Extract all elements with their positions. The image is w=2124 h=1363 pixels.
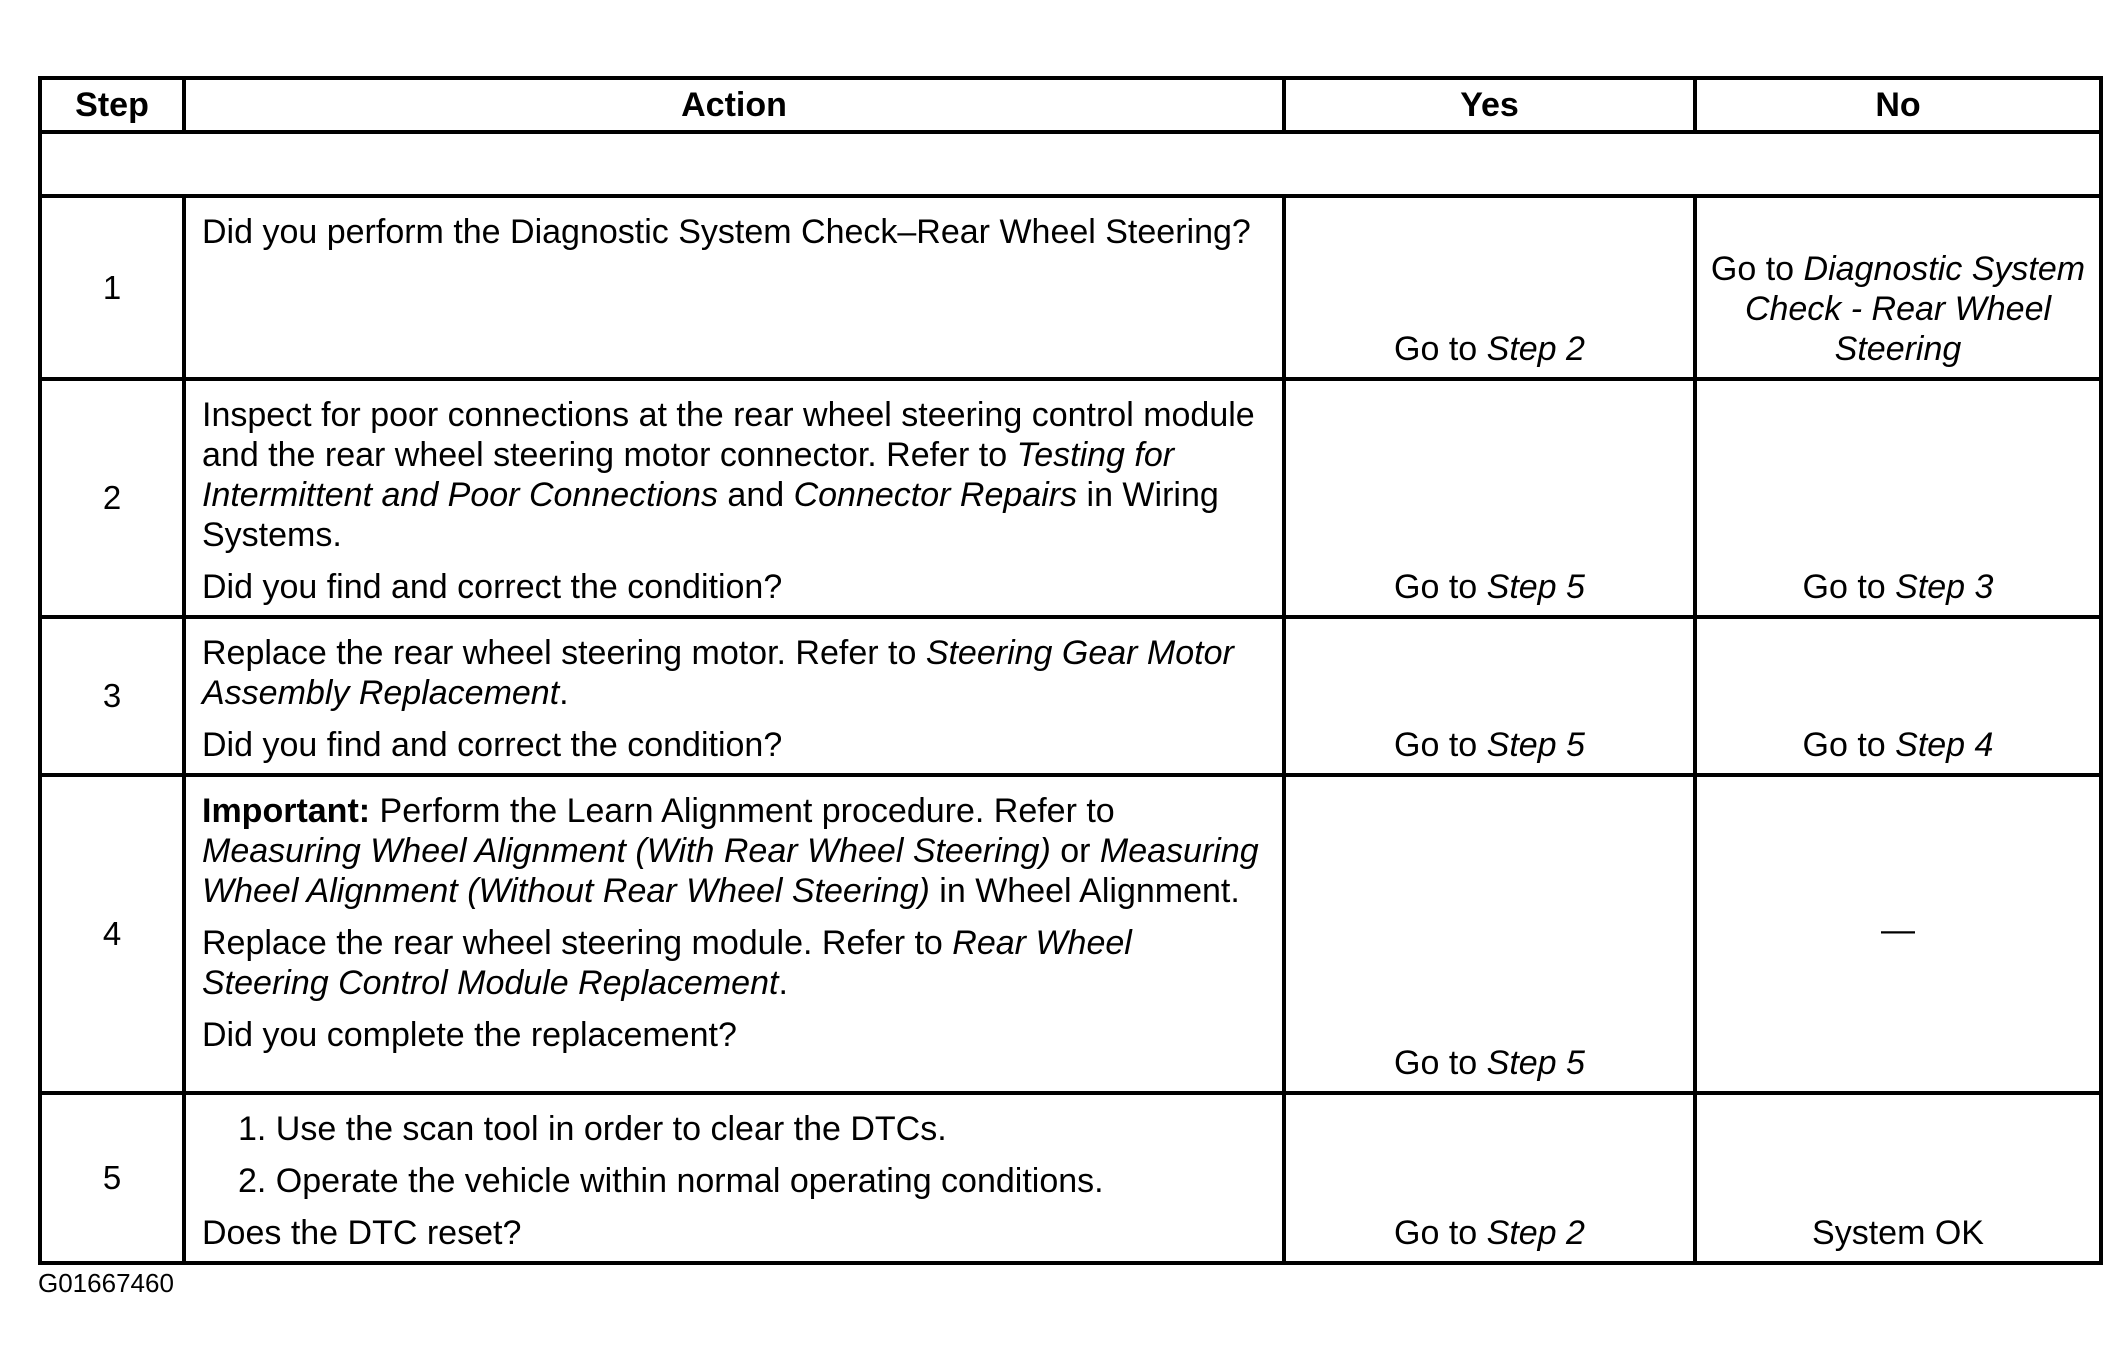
no-prefix: Go to [1802, 726, 1896, 764]
no-cell [1695, 617, 2101, 775]
list-item: 1. Use the scan tool in order to clear the DTCs. [238, 1110, 947, 1148]
action-cell [184, 775, 1284, 1093]
reference-link-text: Connector Repairs [793, 476, 1078, 514]
header-no: No [1695, 78, 2101, 132]
action-text: . [778, 964, 788, 1002]
action-text: Did you perform the Diagnostic System Check–Rear Wheel Steering? [202, 213, 1251, 251]
yes-target: Step 2 [1486, 330, 1585, 368]
action-question: Did you find and correct the condition? [202, 726, 783, 764]
yes-prefix: Go to [1394, 568, 1487, 606]
action-text: in Wiring Systems. [202, 476, 1219, 554]
table-row [40, 775, 2101, 1093]
action-cell [184, 617, 1284, 775]
yes-prefix: Go to [1394, 1044, 1487, 1082]
action-text: and [717, 476, 794, 514]
no-target: Diagnostic System Check - Rear Wheel Steering [1744, 250, 2086, 368]
step-number: 2 [40, 379, 184, 617]
no-cell [1695, 379, 2101, 617]
no-target: Step 4 [1895, 726, 1994, 764]
no-cell [1695, 196, 2101, 379]
header-action: Action [184, 78, 1284, 132]
header-row [40, 78, 2101, 132]
action-text: Replace the rear wheel steering motor. Refer to [202, 634, 926, 672]
action-cell [184, 379, 1284, 617]
table-row [40, 1093, 2101, 1263]
action-paragraph [202, 791, 1264, 911]
yes-cell [1284, 617, 1695, 775]
step-number: 3 [40, 617, 184, 775]
reference-link-text: Steering Gear Motor Assembly Replacement [202, 634, 1234, 712]
yes-target: Step 5 [1486, 568, 1585, 606]
yes-prefix: Go to [1394, 330, 1487, 368]
step-number: 4 [40, 775, 184, 1093]
reference-link-text: Measuring Wheel Alignment (Without Rear Wheel Steering) [202, 832, 1259, 910]
yes-prefix: Go to [1394, 726, 1487, 764]
yes-target: Step 5 [1486, 726, 1585, 764]
reference-link-text: Rear Wheel Steering Control Module Replacement [202, 924, 1132, 1002]
yes-cell [1284, 379, 1695, 617]
important-label: Important: [202, 792, 371, 830]
yes-cell [1284, 775, 1695, 1093]
step-number: 5 [40, 1093, 184, 1263]
table-row [40, 617, 2101, 775]
yes-target: Step 5 [1486, 1044, 1585, 1082]
header-yes: Yes [1284, 78, 1695, 132]
action-text: in Wheel Alignment. [929, 872, 1240, 910]
action-cell [184, 196, 1284, 379]
table-row [40, 379, 2101, 617]
action-text: Perform the Learn Alignment procedure. Refer to [370, 792, 1115, 830]
spacer-row [40, 132, 2101, 196]
action-question: Did you find and correct the condition? [202, 568, 783, 606]
table-row [40, 196, 2101, 379]
action-text: Replace the rear wheel steering module. Refer to [202, 924, 953, 962]
no-prefix: Go to [1802, 568, 1896, 606]
action-text: or [1050, 832, 1100, 870]
reference-link-text: Measuring Wheel Alignment (With Rear Wheel Steering) [202, 832, 1051, 870]
yes-cell [1284, 196, 1695, 379]
action-cell [184, 1093, 1284, 1263]
yes-cell [1284, 1093, 1695, 1263]
reference-link-text: Testing for Intermittent and Poor Connections [202, 436, 1175, 514]
figure-id: G01667460 [38, 1268, 174, 1298]
no-result: System OK [1812, 1214, 1984, 1252]
spacer-cell [40, 132, 2101, 196]
action-paragraph [202, 395, 1264, 555]
no-target: Step 3 [1895, 568, 1994, 606]
step-number: 1 [40, 196, 184, 379]
action-paragraph [202, 923, 1264, 1003]
no-cell [1695, 775, 2101, 1093]
action-text: Inspect for poor connections at the rear wheel steering control module and the rear wheel steering motor connector. Refer to [202, 396, 1255, 474]
header-step: Step [40, 78, 184, 132]
action-paragraph [202, 633, 1264, 713]
yes-prefix: Go to [1394, 1214, 1487, 1252]
action-question: Does the DTC reset? [202, 1214, 522, 1252]
no-cell [1695, 1093, 2101, 1263]
action-question: Did you complete the replacement? [202, 1016, 737, 1054]
list-item: 2. Operate the vehicle within normal operating conditions. [238, 1162, 1104, 1200]
no-dash: — [1881, 911, 1915, 949]
no-prefix: Go to [1710, 250, 1804, 288]
yes-target: Step 2 [1486, 1214, 1585, 1252]
action-text: . [559, 674, 569, 712]
diagnostic-table [38, 76, 2103, 1265]
